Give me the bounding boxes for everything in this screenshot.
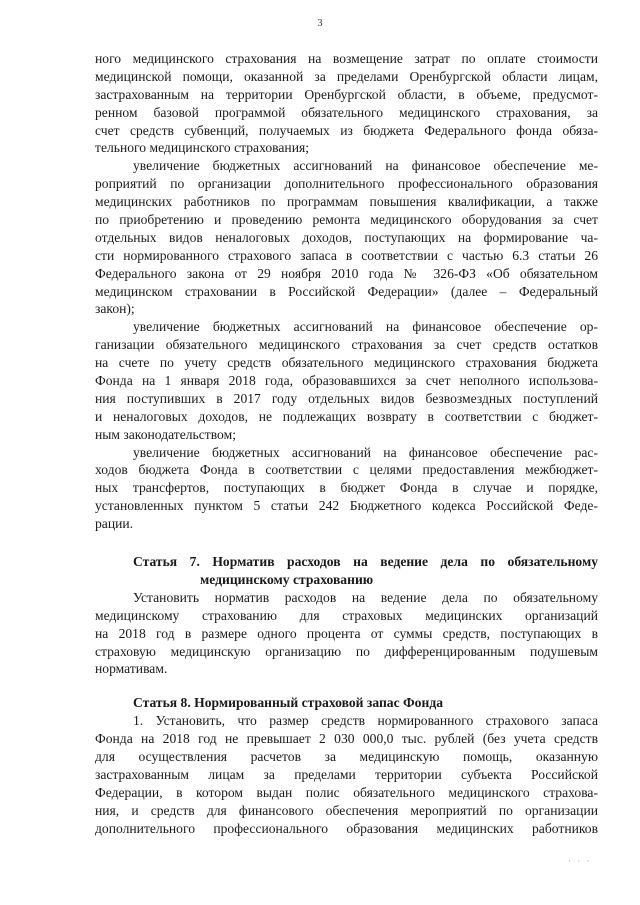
text-line: медицинских работников по программам повышения квалификации, а также [95, 194, 598, 210]
paragraph-2 [95, 157, 598, 318]
text-line: медицинской помощи, оказанной за пределами Оренбургской области лицам, [95, 68, 598, 84]
text-line: для осуществления расчетов за медицинскую помощь, оказанную [95, 748, 598, 764]
text-line: ных трансфертов, поступающих в бюджет Фонда в случае и порядке, [95, 480, 598, 496]
text-line: по приобретению и проведению ремонта медицинского оборудования за счет [95, 212, 598, 228]
text-line: ния, и средств для финансового обеспечения мероприятий по организации [95, 802, 598, 818]
text-line: установленных пунктом 5 статьи 242 Бюджетного кодекса Российской Феде- [95, 498, 598, 514]
spacer [95, 678, 598, 694]
text-line: Федерации, в котором выдан полис обязательного медицинского страхова- [95, 784, 598, 800]
paragraph-3 [95, 318, 598, 443]
text-line: застрахованным лицам за пределами территории субъекта Российской [95, 766, 598, 782]
text-line: медицинском страховании в Российской Федерации» (далее – Федеральный [95, 283, 598, 299]
text-line: ния поступивших в 2017 году отдельных видов безвозмездных поступлений [95, 390, 598, 406]
text-line: увеличение бюджетных ассигнований на финансовое обеспечение рас- [133, 444, 598, 460]
text-line: Фонда на 2018 год не превышает 2 030 000,0 тыс. рублей (без учета средств [95, 731, 598, 747]
paragraph-1 [95, 50, 598, 157]
text-line: ходов бюджета Фонда в соответствии с целями предоставления межбюджет- [95, 462, 598, 478]
text-line: счет средств субвенций, получаемых из бюджета Федерального фонда обяза- [95, 122, 598, 138]
text-line: увеличение бюджетных ассигнований на финансовое обеспечение ме- [133, 158, 598, 174]
text-line: на 2018 год в размере одного процента от суммы средств, поступающих в [95, 625, 598, 641]
article-8-heading: Статья 8. Нормированный страховой запас Фонда [133, 695, 443, 711]
text-line: нормативам. [95, 661, 168, 677]
page-number: 3 [317, 18, 323, 29]
scan-artifact-dots: · · · [568, 856, 592, 866]
text-line: дополнительного профессионального образования медицинских работников [95, 820, 598, 836]
text-line: тельного медицинского страхования; [95, 140, 310, 156]
text-line: 1. Установить, что размер средств нормированного страхового запаса [133, 713, 598, 729]
text-line: Федерального закона от 29 ноября 2010 года № 326-ФЗ «Об обязательном [95, 265, 598, 281]
text-line: и неналоговых доходов, не подлежащих возврату в соответствии с бюджет- [95, 408, 598, 424]
text-line: ным законодательством; [95, 426, 236, 442]
text-line: Фонда на 1 января 2018 года, образовавшихся за счет неполного использова- [95, 373, 598, 389]
text-line: на счете по учету средств обязательного медицинского страхования бюджета [95, 355, 598, 371]
article-7 [95, 553, 598, 678]
text-line: сти нормированного страхового запаса в соответствии с частью 6.3 статьи 26 [95, 247, 598, 263]
spacer [95, 533, 598, 553]
text-line: ренном базовой программой обязательного медицинского страхования, за [95, 104, 598, 120]
text-line: отдельных видов неналоговых доходов, поступающих на формирование ча- [95, 229, 598, 245]
text-line: страховую медицинскую организацию по дифференцированным подушевым [95, 643, 598, 659]
text-line: рации. [95, 516, 134, 532]
text-line: Установить норматив расходов на ведение дела по обязательному [133, 589, 598, 605]
text-line: увеличение бюджетных ассигнований на финансовое обеспечение ор- [133, 319, 598, 335]
paragraph-4 [95, 444, 598, 533]
text-line: ного медицинского страхования на возмещение затрат по оплате стоимости [95, 51, 598, 66]
article-7-heading-cont: медицинскому страхованию [200, 571, 374, 587]
document-body [95, 50, 598, 837]
text-line: медицинскому страхованию для страховых медицинских организаций [95, 607, 598, 623]
text-line: закон); [95, 301, 135, 317]
article-8 [95, 694, 598, 837]
text-line: застрахованным на территории Оренбургской области, в объеме, предусмот- [95, 86, 598, 102]
text-line: роприятий по организации дополнительного профессионального образования [95, 176, 598, 192]
article-7-heading: Статья 7. Норматив расходов на ведение дела по обязательному [133, 554, 598, 570]
text-line: ганизации обязательного медицинского страхования за счет средств остатков [95, 337, 598, 353]
